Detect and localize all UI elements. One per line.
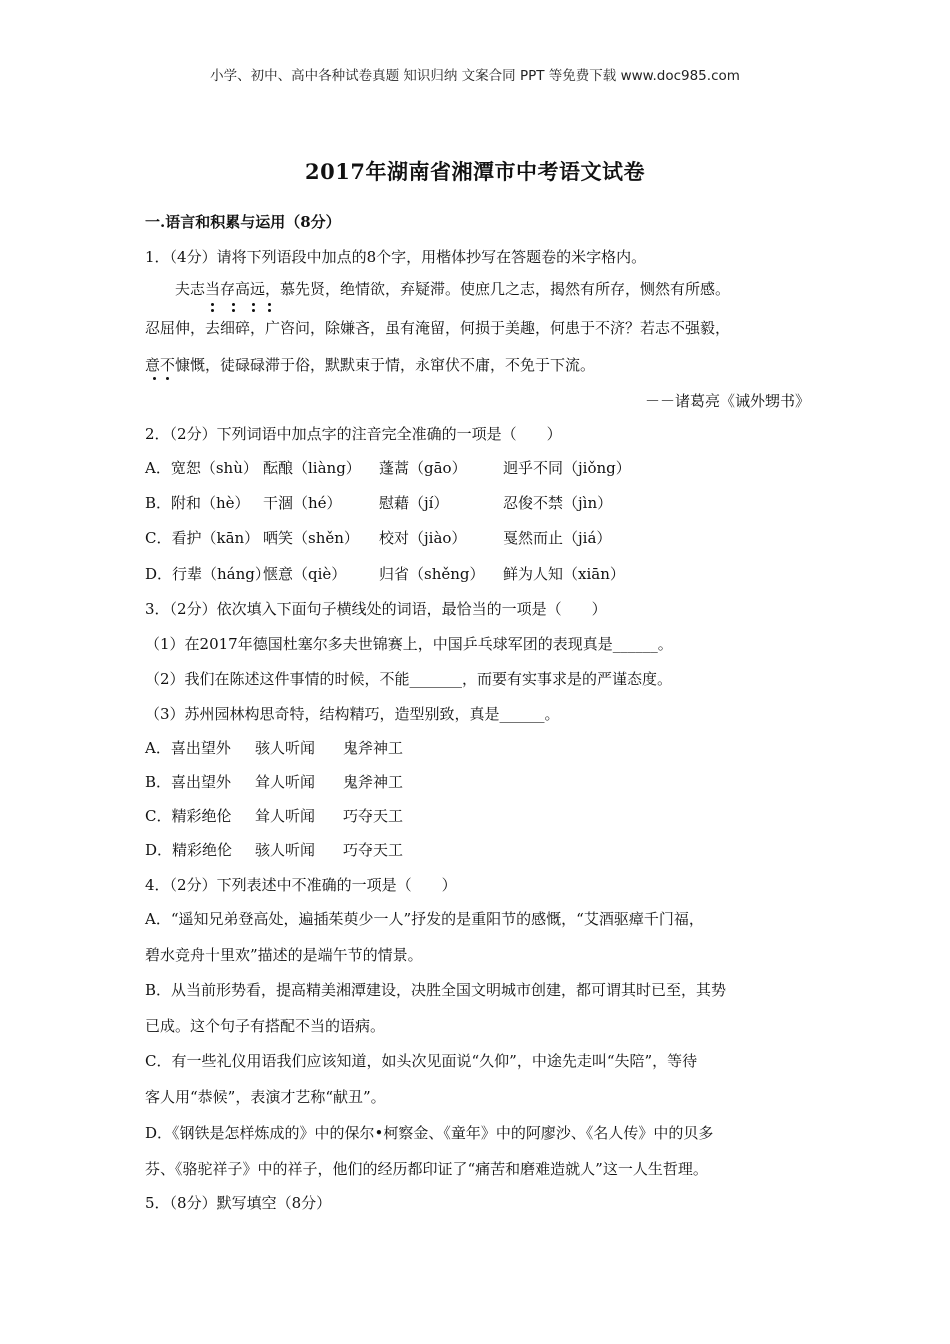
emphasis-dot <box>268 303 271 306</box>
question-2-stem: 2．（2分）下列词语中加点字的注音完全准确的一项是（ ） <box>145 425 562 443</box>
question-1-passage-line-2: 忍屈伸，去细碎，广咨问，除嫌吝，虽有淹留，何损于美趣，何患于不济？若志不强毅， <box>145 319 731 337</box>
question-3-stem: 3．（2分）依次填入下面句子横线处的词语，最恰当的一项是（ ） <box>145 600 607 618</box>
question-2-option-d: D．行辈（háng）惬意（qiè） 归省（shěng） 鲜为人知（xiān） <box>145 565 625 583</box>
emphasis-dot <box>252 303 255 306</box>
page-title: 2017年湖南省湘潭市中考语文试卷 <box>305 159 645 184</box>
question-4-option-b-line-1: B．从当前形势看，提高精美湘潭建设，决胜全国文明城市创建，都可谓其时已至，其势 <box>145 981 727 999</box>
question-3-option-b: B．喜出望外 耸人听闻 鬼斧神工 <box>145 773 404 791</box>
question-4-option-d-line-2: 芬、《骆驼祥子》中的祥子，他们的经历都印证了“痛苦和磨难造就人”这一人生哲理。 <box>145 1160 708 1178</box>
question-1-passage-line-1: 夫志当存高远，慕先贤，绝情欲，弃疑滞。使庶几之志，揭然有所存，恻然有所感。 <box>175 280 731 298</box>
question-4-option-a-line-2: 碧水竞舟十里欢”描述的是端午节的情景。 <box>145 946 423 964</box>
question-2-option-b: B．附和（hè） 干涸（hé） 慰藉（jí） 忍俊不禁（jìn） <box>145 494 613 512</box>
emphasis-dot <box>232 303 235 306</box>
question-3-sentence-2: （2）我们在陈述这件事情的时候，不能_______，而要有实事求是的严谨态度。 <box>145 670 673 688</box>
question-4-stem: 4．（2分）下列表述中不准确的一项是（ ） <box>145 876 457 894</box>
question-4-option-c-line-2: 客人用“恭候”，表演才艺称“献丑”。 <box>145 1088 386 1106</box>
question-3-option-a: A．喜出望外 骇人听闻 鬼斧神工 <box>145 739 404 757</box>
question-1-stem: 1．（4分）请将下列语段中加点的8个字，用楷体抄写在答题卷的米字格内。 <box>145 248 647 266</box>
question-5-stem: 5．（8分）默写填空（8分） <box>145 1194 332 1212</box>
question-3-sentence-1: （1）在2017年德国杜塞尔多夫世锦赛上，中国乒乓球军团的表现真是______。 <box>145 635 673 653</box>
question-3-sentence-3: （3）苏州园林构思奇特，结构精巧，造型别致，真是______。 <box>145 705 560 723</box>
question-3-option-d: D．精彩绝伦 骇人听闻 巧夺天工 <box>145 841 404 859</box>
question-1-source: －－诸葛亮《诫外甥书》 <box>644 392 810 410</box>
question-4-option-a-line-1: A．“遥知兄弟登高处，遍插茱萸少一人”抒发的是重阳节的感慨，“艾酒驱瘴千门福， <box>145 910 704 928</box>
page-header: 小学、初中、高中各种试卷真题 知识归纳 文案合同 PPT 等免费下载 www.doc985.com <box>210 68 740 84</box>
question-4-option-d-line-1: D．《钢铁是怎样炼成的》中的保尔•柯察金、《童年》中的阿廖沙、《名人传》中的贝多 <box>145 1124 714 1142</box>
emphasis-dot <box>211 303 214 306</box>
emphasis-dot <box>153 377 156 380</box>
question-2-option-c: C．看护（kān） 哂笑（shěn） 校对（jiào） 戛然而止（jiá） <box>145 529 612 547</box>
question-1-passage-line-3: 意不慷慨，徒碌碌滞于俗，默默束于情，永窜伏不庸，不免于下流。 <box>145 356 596 374</box>
question-3-option-c: C．精彩绝伦 耸人听闻 巧夺天工 <box>145 807 404 825</box>
emphasis-dot <box>166 377 169 380</box>
question-2-option-a: A．宽恕（shù） 酝酿（liàng） 蓬蒿（gāo） 迥乎不同（jiǒng） <box>145 459 631 477</box>
question-4-option-c-line-1: C．有一些礼仪用语我们应该知道，如头次见面说“久仰”，中途先走叫“失陪”，等待 <box>145 1052 698 1070</box>
question-4-option-b-line-2: 已成。这个句子有搭配不当的语病。 <box>145 1017 386 1035</box>
section-heading: 一.语言和积累与运用（8分） <box>145 213 341 231</box>
